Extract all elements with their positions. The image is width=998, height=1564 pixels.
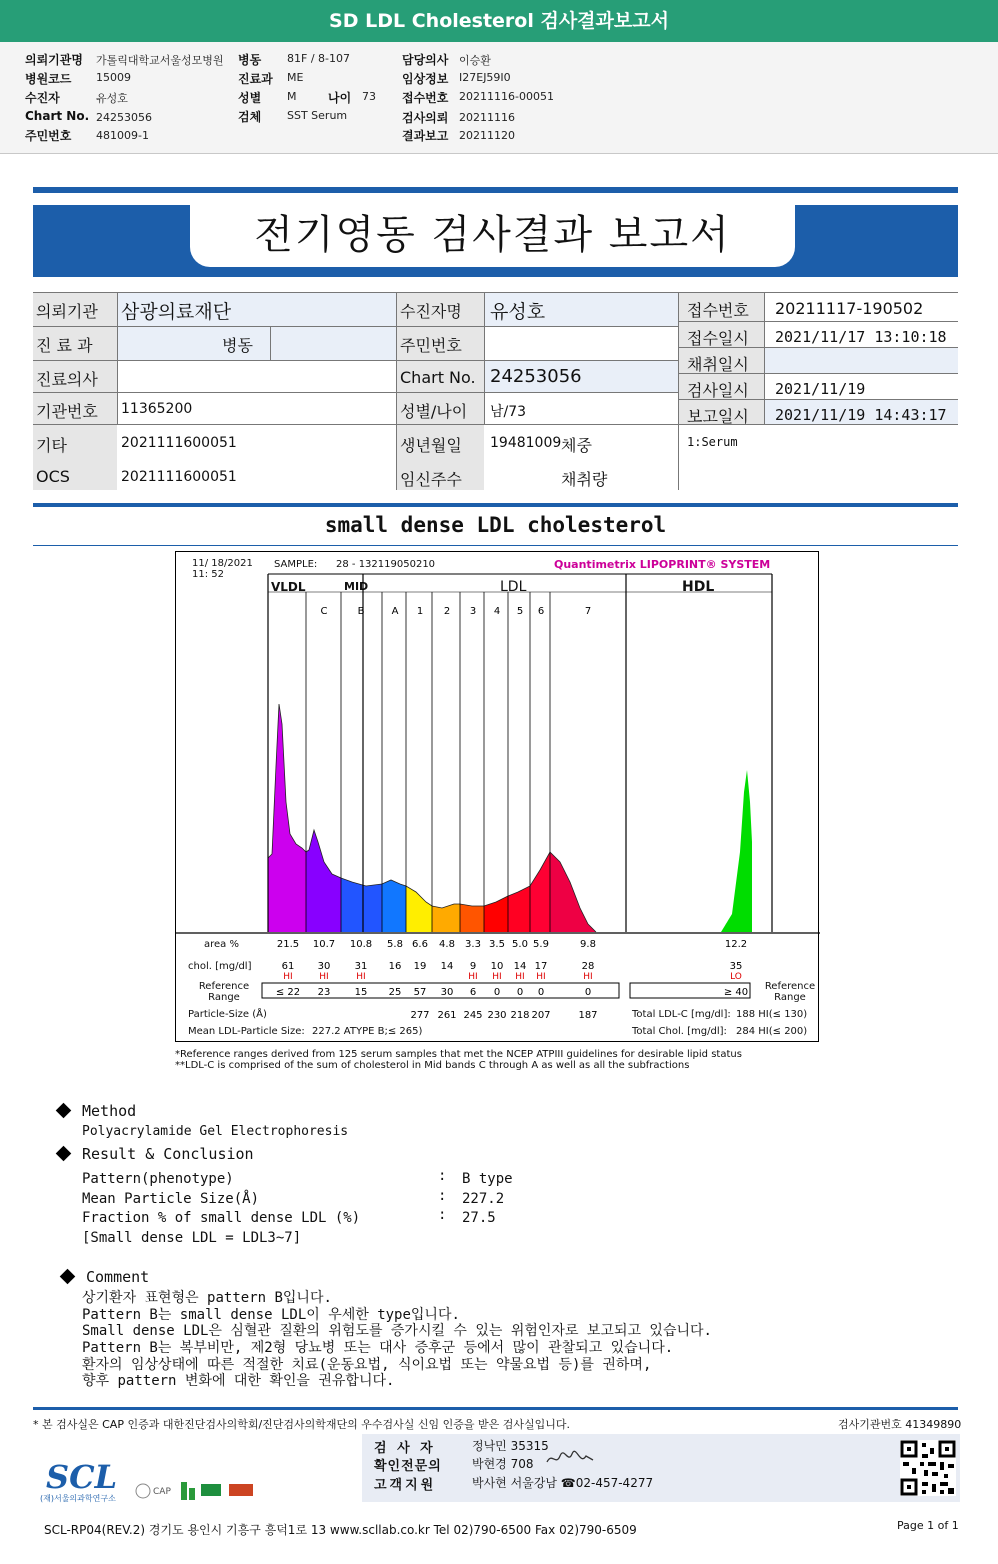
- band-area-11: [721, 770, 752, 932]
- particle-size-value: 230: [487, 1010, 507, 1021]
- chol-value: 35: [729, 961, 743, 972]
- flag-hi: HI: [319, 972, 329, 982]
- band-label-6: 6: [537, 606, 545, 617]
- comment-line: Small dense LDL은 심혈관 질환의 위험도를 증가시킬 수 있는 위험인자로 보고되고 있습니다.: [82, 1323, 712, 1339]
- info-value: 24253056: [96, 111, 152, 124]
- value-patient-name: 유성호: [490, 301, 546, 323]
- chol-value: 9: [469, 961, 477, 972]
- label-ssn: 주민번호: [400, 336, 462, 355]
- region-ldl: LDL: [500, 579, 527, 595]
- info-value: I27EJ59I0: [459, 71, 511, 84]
- chol-value: 31: [354, 961, 368, 972]
- brand-logo: Quantimetrix LIPOPRINT® SYSTEM: [554, 558, 771, 571]
- area-value: 4.8: [439, 939, 455, 950]
- value-chart-no: 24253056: [490, 366, 582, 387]
- colon: :: [438, 1188, 447, 1204]
- ref-value: ≤ 22: [275, 987, 301, 998]
- band-area-5: [432, 904, 460, 932]
- band-area-4: [406, 886, 432, 932]
- info-value: 481009-1: [96, 129, 149, 142]
- comment-line: 환자의 임상상태에 따른 적절한 치료(운동요법, 식이요법 또는 약물요법 등)를 권하며,: [82, 1357, 652, 1373]
- info-key: 검체: [238, 110, 262, 124]
- particle-size-value: 218: [510, 1010, 530, 1021]
- value-report-date: 2021/11/19 14:43:17: [775, 406, 947, 424]
- info-key: 담당의사: [402, 53, 449, 67]
- ref-value: 57: [413, 987, 427, 998]
- svg-text:CAP: CAP: [153, 1487, 171, 1497]
- band-area-10: [550, 852, 596, 932]
- info-key: 수진자: [25, 91, 60, 105]
- info-value: 가톨릭대학교서울성모병원: [96, 54, 224, 67]
- band-area-7: [484, 896, 508, 932]
- flag-hi: HI: [492, 972, 502, 982]
- mean-value: 227.2 ATYPE B;≤ 265): [312, 1026, 423, 1037]
- report-title: 전기영동 검사결과 보고서: [190, 203, 795, 267]
- footnote-ldlc: **LDL-C is comprised of the sum of cholesterol in Mid bands C through A as well as all the subfractions: [175, 1060, 690, 1071]
- label-weight: 체중: [561, 436, 592, 455]
- top-rule: [33, 187, 958, 193]
- ref-value: 30: [440, 987, 454, 998]
- label-department: 진 료 과: [36, 336, 93, 355]
- area-value: 5.0: [512, 939, 528, 950]
- tchol-label: Total Chol. [mg/dl]:: [632, 1026, 727, 1037]
- psize-label: Particle-Size (Å): [188, 1009, 267, 1020]
- chol-value: 28: [581, 961, 595, 972]
- info-key: 병원코드: [25, 72, 72, 86]
- area-label: area %: [204, 939, 239, 950]
- signature-icon: [544, 1448, 596, 1470]
- qr-code-icon: [900, 1440, 956, 1496]
- colon: :: [438, 1207, 447, 1223]
- chart-date: 11/ 18/2021: [192, 558, 253, 569]
- label-collection-date: 채취일시: [687, 355, 749, 374]
- band-area-9: [530, 852, 550, 932]
- particle-size-value: 277: [410, 1010, 430, 1021]
- chol-value: 10: [490, 961, 504, 972]
- chart-time: 11: 52: [192, 569, 224, 580]
- result-key: Fraction % of small dense LDL (%): [82, 1210, 361, 1226]
- chol-value: 30: [317, 961, 331, 972]
- info-key: 결과보고: [402, 129, 449, 143]
- ref-value: 23: [317, 987, 331, 998]
- chol-value: 19: [413, 961, 427, 972]
- area-value: 21.5: [276, 939, 300, 950]
- certification-text: * 본 검사실은 CAP 인증과 대한진단검사의학회/진단검사의학재단의 우수검사실 신임 인증을 받은 검사실입니다.: [33, 1418, 571, 1431]
- colon: :: [438, 1168, 447, 1184]
- value-receipt-no: 20211117-190502: [775, 299, 924, 318]
- info-value: 15009: [96, 71, 131, 84]
- info-value: 73: [362, 90, 376, 103]
- chol-value: 61: [281, 961, 295, 972]
- result-note: [Small dense LDL = LDL3~7]: [82, 1230, 302, 1246]
- area-value: 5.9: [533, 939, 549, 950]
- band-label-A: A: [391, 606, 399, 617]
- label-patient-name: 수진자명: [400, 302, 462, 321]
- label-test-date: 검사일시: [687, 381, 749, 400]
- section-title: small dense LDL cholesterol: [324, 513, 667, 537]
- info-value: 20211116-00051: [459, 90, 554, 103]
- staff-value: 박현경 708: [472, 1457, 534, 1471]
- label-volume: 채취량: [561, 470, 608, 489]
- bullet-icon: [56, 1103, 72, 1119]
- band-label-5: 5: [516, 606, 524, 617]
- ref-value: 0: [584, 987, 592, 998]
- info-key: 임상정보: [402, 72, 449, 86]
- info-key: 의뢰기관명: [25, 53, 83, 67]
- report-header-title: SD LDL Cholesterol 검사결과보고서: [0, 0, 998, 42]
- header-info-box: [0, 42, 998, 154]
- info-key: Chart No.: [25, 109, 90, 123]
- accreditation-logos: [133, 1478, 258, 1504]
- sample-id: 28 - 132119050210: [336, 559, 436, 570]
- info-key: 주민번호: [25, 129, 72, 143]
- label-chart-no: Chart No.: [400, 368, 476, 387]
- comment-line: Pattern B는 small dense LDL이 우세한 type입니다.: [82, 1307, 460, 1323]
- staff-value: 정낙민 35315: [472, 1439, 549, 1453]
- band-area-8: [508, 886, 530, 932]
- label-receipt-no: 접수번호: [687, 301, 749, 320]
- ref-value: 25: [388, 987, 402, 998]
- comment-line: 상기환자 표현형은 pattern B입니다.: [82, 1290, 332, 1306]
- info-value: 20211120: [459, 129, 515, 142]
- electrophoresis-chart: [175, 551, 819, 1042]
- chol-value: 17: [534, 961, 548, 972]
- region-hdl: HDL: [682, 579, 715, 595]
- region-vldl: VLDL: [271, 580, 306, 594]
- chart-svg: [176, 552, 820, 1043]
- staff-box: [362, 1434, 960, 1502]
- label-report-date: 보고일시: [687, 407, 749, 426]
- area-value: 12.2: [724, 939, 748, 950]
- info-value: 20211116: [459, 111, 515, 124]
- value-ocs: 2021111600051: [121, 469, 237, 485]
- staff-key: 검 사 자: [374, 1441, 436, 1456]
- area-value: 3.5: [489, 939, 505, 950]
- section-rule: [33, 503, 958, 507]
- info-key: 성별: [238, 91, 262, 105]
- info-value: SST Serum: [287, 109, 348, 122]
- flag-hi: HI: [583, 972, 593, 982]
- info-key: 검사의뢰: [402, 111, 449, 125]
- chol-value: 14: [513, 961, 527, 972]
- value-department: 병동: [222, 336, 253, 355]
- label-institution: 의뢰기관: [36, 302, 98, 321]
- sample-label: SAMPLE:: [274, 559, 318, 570]
- value-test-date: 2021/11/19: [775, 380, 866, 398]
- value-specimen: 1:Serum: [687, 435, 738, 449]
- flag-hi: HI: [283, 972, 293, 982]
- bullet-icon: [60, 1269, 76, 1285]
- label-institution-code: 기관번호: [36, 402, 98, 421]
- info-key: 접수번호: [402, 91, 449, 105]
- flag-lo: LO: [730, 972, 742, 982]
- label-receipt-date: 접수일시: [687, 329, 749, 348]
- area-value: 9.8: [580, 939, 596, 950]
- tchol-value: 284 HI(≤ 200): [736, 1026, 808, 1037]
- band-label-1: 1: [416, 606, 424, 617]
- particle-size-value: 245: [463, 1010, 483, 1021]
- info-key: 진료과: [238, 72, 273, 86]
- flag-hi: HI: [515, 972, 525, 982]
- ref-value: 15: [354, 987, 368, 998]
- area-value: 3.3: [465, 939, 481, 950]
- flag-hi: HI: [356, 972, 366, 982]
- region-mid: MID: [344, 580, 369, 593]
- row-fill: [764, 347, 958, 373]
- institution-number: 검사기관번호 41349890: [838, 1418, 962, 1431]
- label-birth: 생년월일: [400, 436, 462, 455]
- ldlc-label: Total LDL-C [mg/dl]:: [632, 1009, 731, 1020]
- staff-key: 확인전문의: [374, 1459, 442, 1474]
- band-label-3: 3: [469, 606, 477, 617]
- result-value: 27.5: [462, 1210, 496, 1226]
- particle-size-value: 261: [437, 1010, 457, 1021]
- result-value: B type: [462, 1171, 513, 1187]
- info-key: 나이: [328, 91, 352, 105]
- particle-size-value: 187: [578, 1010, 598, 1021]
- band-label-2: 2: [443, 606, 451, 617]
- flag-hi: HI: [468, 972, 478, 982]
- band-area-6: [460, 904, 484, 932]
- label-ocs: OCS: [36, 467, 70, 486]
- chol-value: 16: [388, 961, 402, 972]
- band-label-7: 7: [584, 606, 592, 617]
- info-value: 유성호: [96, 92, 128, 105]
- band-area-1: [306, 830, 341, 932]
- result-value: 227.2: [462, 1191, 505, 1207]
- row-fill: [117, 326, 396, 360]
- info-value: 81F / 8-107: [287, 52, 350, 65]
- chol-value: 14: [440, 961, 454, 972]
- comment-heading: Comment: [86, 1268, 150, 1286]
- info-value: M: [287, 90, 297, 103]
- band-label-B: B: [357, 606, 365, 617]
- ref-label: Reference Range: [198, 981, 250, 1003]
- page-number: Page 1 of 1: [897, 1519, 959, 1532]
- ref-value: ≥ 40: [723, 987, 749, 998]
- bullet-icon: [56, 1146, 72, 1162]
- ref-label-right: Reference Range: [764, 981, 816, 1003]
- comment-line: Pattern B는 복부비만, 제2형 당뇨병 또는 대사 증후군 등에서 많이 관찰되고 있습니다.: [82, 1340, 674, 1356]
- band-label-4: 4: [493, 606, 501, 617]
- method-heading: Method: [82, 1102, 137, 1120]
- label-doctor: 진료의사: [36, 370, 98, 389]
- ldlc-value: 188 HI(≤ 130): [736, 1009, 808, 1020]
- value-etc: 2021111600051: [121, 435, 237, 451]
- staff-key: 고객지원: [374, 1478, 437, 1493]
- band-area-2: [341, 878, 382, 932]
- area-value: 5.8: [387, 939, 403, 950]
- mean-label: Mean LDL-Particle Size:: [188, 1026, 305, 1037]
- scl-logo: SCL: [46, 1458, 118, 1496]
- particle-size-value: 207: [531, 1010, 551, 1021]
- ref-value: 6: [469, 987, 477, 998]
- staff-value: 박사현 서울강남 ☎02-457-4277: [472, 1476, 654, 1490]
- label-sex-age: 성별/나이: [400, 402, 468, 421]
- scl-logo-subtitle: (재)서울의과학연구소: [40, 1494, 116, 1503]
- value-institution: 삼광의료재단: [121, 301, 232, 323]
- footnote-reference: *Reference ranges derived from 125 serum samples that met the NCEP ATPIII guidelines for desirable lipid status: [175, 1049, 742, 1060]
- result-heading: Result & Conclusion: [82, 1145, 254, 1163]
- band-area-3: [382, 880, 406, 932]
- ref-value: 0: [493, 987, 501, 998]
- result-key: Pattern(phenotype): [82, 1171, 234, 1187]
- value-institution-code: 11365200: [121, 401, 193, 417]
- info-value: 이승환: [459, 54, 491, 67]
- area-value: 10.8: [349, 939, 373, 950]
- info-key: 병동: [238, 53, 262, 67]
- label-etc: 기타: [36, 436, 67, 455]
- label-pregnancy: 임신주수: [400, 470, 462, 489]
- method-text: Polyacrylamide Gel Electrophoresis: [82, 1124, 349, 1139]
- result-key: Mean Particle Size(Å): [82, 1191, 260, 1207]
- ref-value: 0: [516, 987, 524, 998]
- area-value: 10.7: [312, 939, 336, 950]
- value-receipt-date: 2021/11/17 13:10:18: [775, 328, 947, 346]
- band-label-C: C: [320, 606, 328, 617]
- chol-label: chol. [mg/dl]: [188, 961, 252, 972]
- value-sex-age: 남/73: [490, 404, 527, 420]
- value-birth: 19481009: [490, 435, 562, 451]
- footer-address: SCL-RP04(REV.2) 경기도 용인시 기흥구 흥덕1로 13 www.scllab.co.kr Tel 02)790-6500 Fax 02)790-6509: [44, 1523, 637, 1537]
- info-value: ME: [287, 71, 304, 84]
- footer-rule: [33, 1407, 958, 1410]
- flag-hi: HI: [536, 972, 546, 982]
- ref-value: 0: [537, 987, 545, 998]
- comment-line: 향후 pattern 변화에 대한 확인을 권유합니다.: [82, 1373, 395, 1389]
- area-value: 6.6: [412, 939, 428, 950]
